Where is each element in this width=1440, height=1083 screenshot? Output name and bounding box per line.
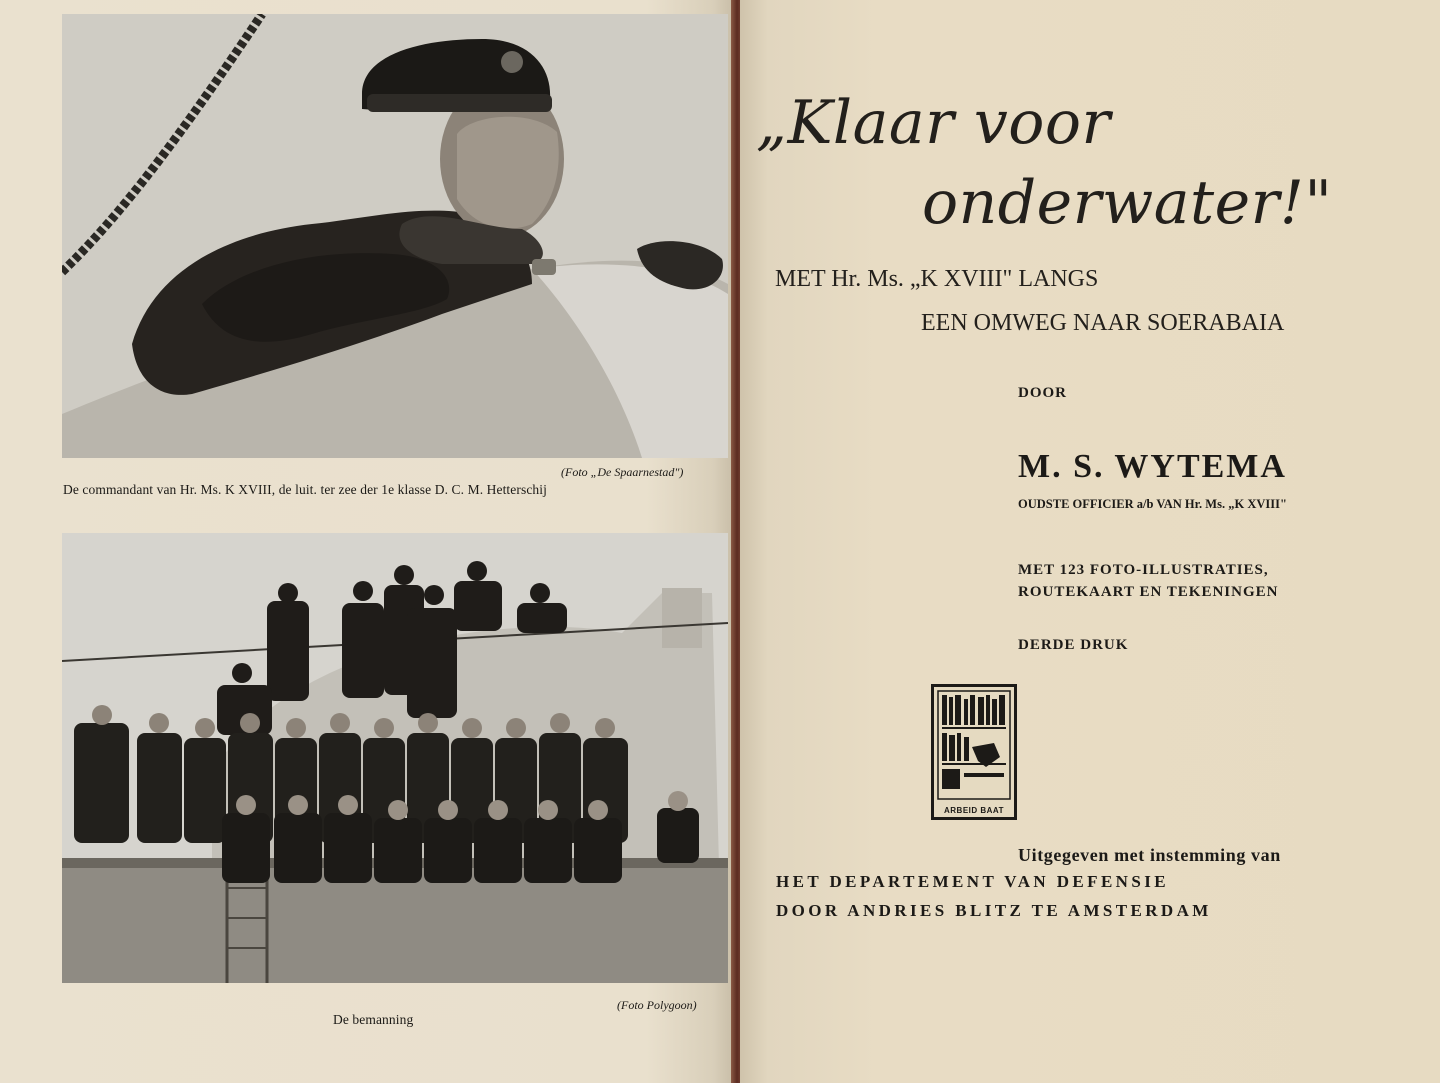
illustrations-line-1: MET 123 FOTO-ILLUSTRATIES, xyxy=(1018,562,1269,578)
book-title-line-2: onderwater!" xyxy=(922,168,1333,238)
crew-photo xyxy=(62,533,728,983)
subtitle-line-1: MET Hr. Ms. „K XVIII" LANGS xyxy=(775,266,1099,292)
subtitle-line-2: EEN OMWEG NAAR SOERABAIA xyxy=(921,310,1285,336)
commander-photo-caption: De commandant van Hr. Ms. K XVIII, de luit. ter zee der 1e klasse D. C. M. Hetterschij xyxy=(63,482,547,497)
book-title-line-1: „Klaar voor xyxy=(756,88,1111,158)
published-with-line: Uitgegeven met instemming van xyxy=(1018,845,1281,865)
commander-photo-credit: (Foto „De Spaarnestad") xyxy=(561,465,684,479)
crew-photo-caption: De bemanning xyxy=(333,1012,414,1027)
illustrations-line-2: ROUTEKAART EN TEKENINGEN xyxy=(1018,584,1279,600)
edition-label: DERDE DRUK xyxy=(1018,637,1129,653)
commander-photo xyxy=(62,14,728,458)
author-role: OUDSTE OFFICIER a/b VAN Hr. Ms. „K XVIII" xyxy=(1018,497,1287,511)
publisher-logo-icon xyxy=(931,684,1017,820)
publisher-line-1: HET DEPARTEMENT VAN DEFENSIE xyxy=(776,872,1169,891)
crew-photo-credit: (Foto Polygoon) xyxy=(617,998,697,1012)
publisher-line-2: DOOR ANDRIES BLITZ TE AMSTERDAM xyxy=(776,901,1212,920)
author-name: M. S. WYTEMA xyxy=(1018,448,1287,485)
by-label: DOOR xyxy=(1018,385,1067,401)
publisher-logo-text: ARBEID BAAT xyxy=(943,806,1004,815)
